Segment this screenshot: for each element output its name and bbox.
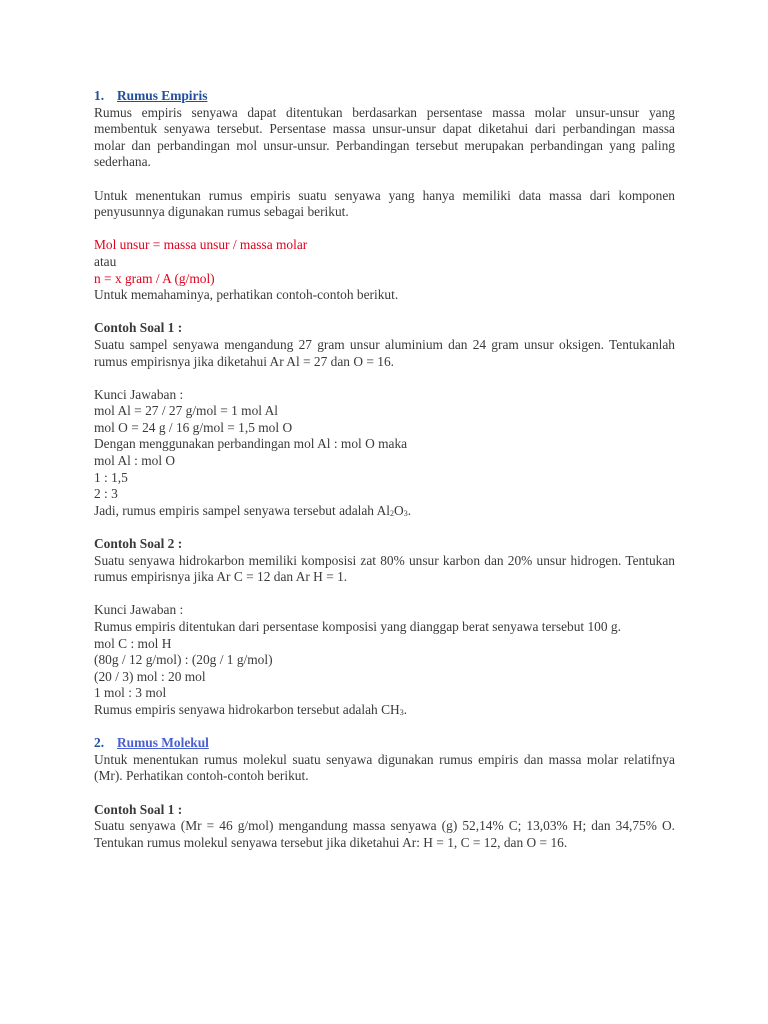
section-1-title-link[interactable]: Rumus Empiris — [117, 88, 208, 103]
example-1-question: Suatu sampel senyawa mengandung 27 gram unsur aluminium dan 24 gram unsur oksigen. Tentukanlah rumus empirisnya jika diketahui Ar Al = 27 dan O = 16. — [94, 336, 675, 369]
section-1-heading — [94, 88, 675, 105]
section-2-intro: Untuk menentukan rumus molekul suatu senyawa digunakan rumus empiris dan massa molar relatifnya (Mr). Perhatikan contoh-contoh berikut. — [94, 751, 675, 784]
example-1-line: mol Al = 27 / 27 g/mol = 1 mol Al — [94, 403, 278, 419]
section-1-paragraph-3: Untuk memahaminya, perhatikan contoh-contoh berikut. — [94, 287, 399, 303]
section-1-intro: Rumus empiris senyawa dapat ditentukan berdasarkan persentase massa molar unsur-unsur yang membentuk senyawa tersebut. Persentase massa unsur-unsur dapat diketahui dari perbandingan massa molar dan perbandingan mol unsur-unsur. Perbandingan tersebut merupakan perbandingan yang paling sederhana. — [94, 104, 675, 170]
example-1-title: Contoh Soal 1 : — [94, 320, 183, 336]
example-1-line: mol O = 24 g / 16 g/mol = 1,5 mol O — [94, 419, 293, 435]
formula-mol-unsur: Mol unsur = massa unsur / massa molar — [94, 237, 308, 253]
document-page — [94, 88, 675, 851]
formula-or: atau — [94, 253, 117, 269]
example-1-conclusion: Jadi, rumus empiris sampel senyawa tersebut adalah $Al_2O_3$. — [94, 502, 412, 518]
section-2-title-link[interactable]: Rumus Molekul — [117, 735, 209, 751]
example-2-line: (20 / 3) mol : 20 mol — [94, 668, 206, 684]
example-1-line: mol Al : mol O — [94, 453, 176, 469]
section-2-example-1-title: Contoh Soal 1 : — [94, 801, 183, 817]
section-2-number: 2. — [94, 735, 105, 751]
example-2-conclusion: Rumus empiris senyawa hidrokarbon tersebut adalah $CH_3$. — [94, 701, 408, 717]
example-2-line: mol C : mol H — [94, 635, 172, 651]
formula-n: n = x gram / A (g/mol) — [94, 270, 215, 286]
section-1-paragraph-2: Untuk menentukan rumus empiris suatu senyawa yang hanya memiliki data massa dari komponen penyusunnya digunakan rumus sebagai berikut. — [94, 187, 675, 220]
section-2-heading — [94, 735, 675, 752]
section-2-example-1-question: Suatu senyawa (Mr = 46 g/mol) mengandung massa senyawa (g) 52,14% C; 13,03% H; dan 34,75% O. Tentukan rumus molekul senyawa tersebut jika diketahui Ar: H = 1, C = 12, dan O = 16. — [94, 818, 675, 850]
example-2-title: Contoh Soal 2 : — [94, 536, 183, 552]
section-1-number: 1. — [94, 88, 105, 103]
example-2-line: 1 mol : 3 mol — [94, 685, 167, 701]
example-2-line: Rumus empiris ditentukan dari persentase komposisi yang dianggap berat senyawa tersebut 100 g. — [94, 619, 621, 634]
example-2-key: Kunci Jawaban : — [94, 602, 184, 618]
example-1-line: 1 : 1,5 — [94, 469, 128, 485]
example-1-line: 2 : 3 — [94, 486, 118, 502]
example-2-question: Suatu senyawa hidrokarbon memiliki komposisi zat 80% unsur karbon dan 20% unsur hidrogen. Tentukan rumus empirisnya jika Ar C = 12 dan Ar H = 1. — [94, 552, 675, 585]
example-1-line: Dengan menggunakan perbandingan mol Al : mol O maka — [94, 436, 408, 452]
example-1-key: Kunci Jawaban : — [94, 386, 184, 402]
example-2-line: (80g / 12 g/mol) : (20g / 1 g/mol) — [94, 652, 273, 668]
